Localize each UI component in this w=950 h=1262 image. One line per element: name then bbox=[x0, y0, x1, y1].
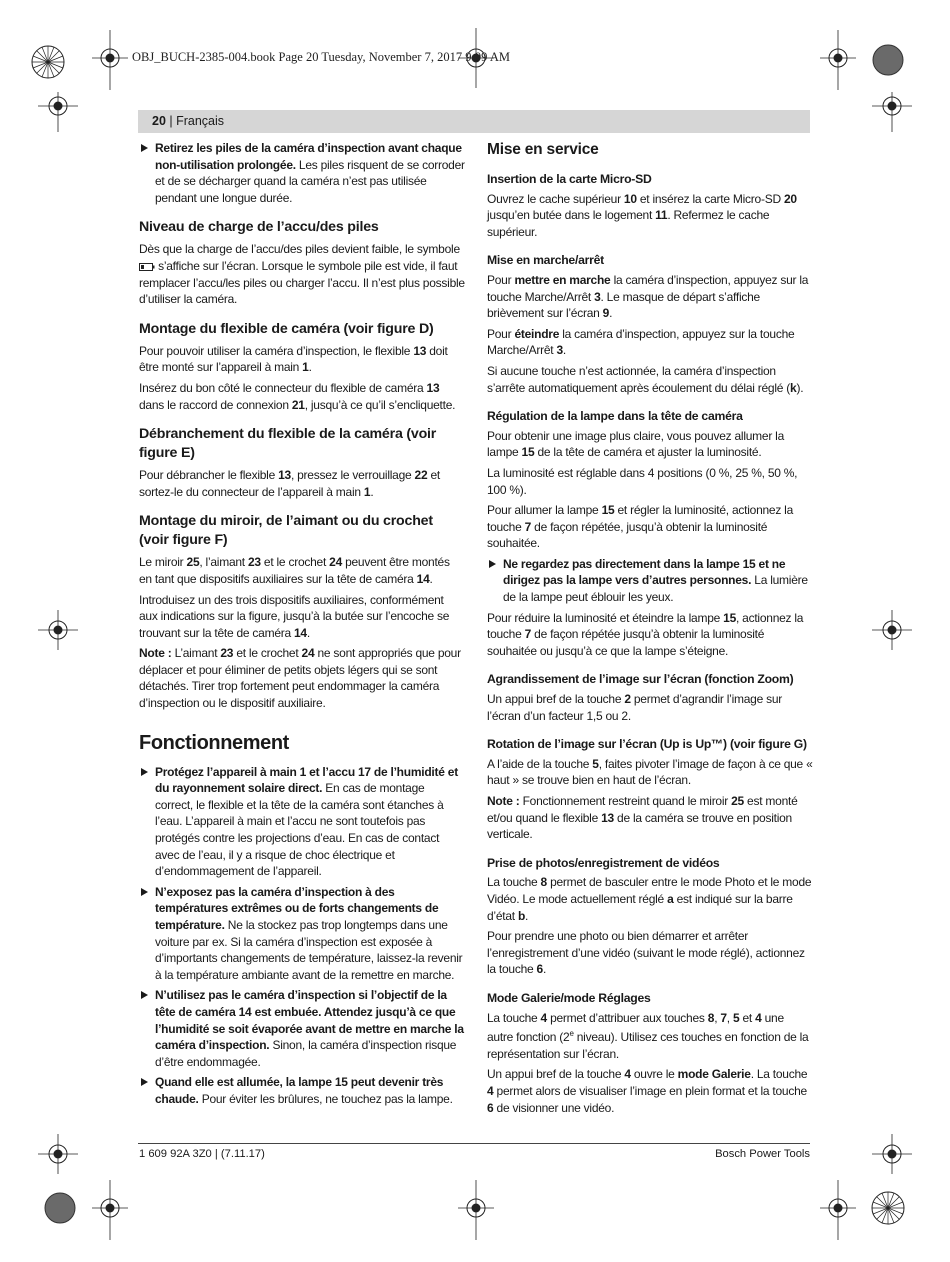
gray-dot-top-right bbox=[870, 42, 906, 78]
paragraph-gallery-1: La touche 4 permet d’attribuer aux touches 8, 7, 5 et 4 une autre fonction (2e niveau). Utilisez ces touches en fonction de la représentation sur l’écran. bbox=[487, 1010, 809, 1061]
paragraph-mount-mirror-1: Le miroir 25, l’aimant 23 et le crochet 24 peuvent être montés en tant que dispositifs auxiliaires sur la tête de caméra 14. bbox=[139, 555, 450, 586]
paragraph-lamp-3: Pour allumer la lampe 15 et régler la luminosité, actionnez la touche 7 de façon répétée, jusqu’à obtenir la luminosité souhaitée. bbox=[487, 503, 794, 551]
paragraph-mount-flexible-2: Insérez du bon côté le connecteur du flexible de caméra 13 dans le raccord de connexion 21, jusqu’à ce qu’il s’encliquette. bbox=[139, 380, 456, 412]
safety-bullet-batteries: Retirez les piles de la caméra d’inspection avant chaque non-utilisation prolongée. Les piles risquent de se corroder et de se décharger quand la caméra n’est pas utilisée pendant une longue durée. bbox=[139, 140, 465, 206]
registration-mark-left-upper bbox=[38, 92, 78, 132]
paragraph-rotation-note: Note : Fonctionnement restreint quand le miroir 25 est monté et/ou quand le flexible 13 de la caméra se trouve en position verticale. bbox=[487, 794, 798, 842]
paragraph-auto-off: Si aucune touche n’est actionnée, la caméra d’inspection s’arrête automatiquement après écoulement du délai réglé (k). bbox=[487, 363, 804, 395]
registration-mark-bottom-left-cross bbox=[90, 1180, 130, 1240]
paragraph-lamp-2: La luminosité est réglable dans 4 positions (0 %, 25 %, 50 %, 100 %). bbox=[487, 465, 798, 497]
registration-mark-bottom-right-cross bbox=[818, 1180, 858, 1240]
paragraph-switch-off: Pour éteindre la caméra d’inspection, appuyez sur la touche Marche/Arrêt 3. bbox=[487, 326, 795, 358]
paragraph-switch-on: Pour mettre en marche la caméra d’inspection, appuyez sur la touche Marche/Arrêt 3. Le masque de départ s’affiche brièvement sur l’écran 9. bbox=[487, 272, 809, 321]
footer-rule bbox=[138, 1143, 810, 1144]
paragraph-rotation-1: A l’aide de la touche 5, faites pivoter l’image de façon à ce que « haut » se trouve bien en haut de l’écran. bbox=[487, 756, 813, 788]
battery-icon bbox=[139, 263, 155, 271]
registration-mark-left-lower bbox=[38, 1134, 78, 1174]
paragraph-insert-sd: Ouvrez le cache supérieur 10 et insérez la carte Micro-SD 20 jusqu’en butée dans le logement 11. Refermez le cache supérieur. bbox=[487, 191, 797, 239]
registration-mark-top-right-cross bbox=[818, 30, 858, 90]
page-header-separator: | bbox=[165, 114, 177, 128]
registration-mark-right-mid bbox=[872, 610, 912, 650]
heading-disconnect-flexible: Débranchement du flexible de la caméra (voir figure E) bbox=[139, 426, 437, 462]
safety-bullet-humidity: Protégez l’appareil à main 1 et l’accu 17 de l’humidité et du rayonnement solaire direct. En cas de montage correct, le flexible et la tête de la caméra sont étanches à l’eau. L’appareil à main et l’accu ne sont toutefois pas protégés contre les projections d’eau. En cas de contact avec de l’eau, il y a risque de choc électrique et d’endommagement de l’appareil. bbox=[139, 764, 465, 880]
heading-rotation: Rotation de l’image sur l’écran (Up is Up™) (voir figure G) bbox=[487, 737, 807, 752]
heading-mount-flexible: Montage du flexible de caméra (voir figure D) bbox=[139, 320, 434, 337]
gray-dot-bottom-left bbox=[42, 1190, 78, 1226]
bullet-arrow-icon bbox=[141, 888, 148, 896]
registration-mark-bottom-right bbox=[856, 1176, 920, 1240]
safety-bullet-lamp-glare: Ne regardez pas directement dans la lampe 15 et ne dirigez pas la lampe vers d’autres personnes. La lumière de la lampe peut éblouir les yeux. bbox=[487, 556, 813, 606]
page-language: Français bbox=[176, 114, 225, 128]
paragraph-mount-mirror-2: Introduisez un des trois dispositifs auxiliaires, conformément aux indications sur la figure, jusqu’à la butée sur l’encoche se trouvant sur la tête de caméra 14. bbox=[139, 592, 450, 640]
registration-mark-right-lower bbox=[872, 1134, 912, 1174]
footer-document-code: 1 609 92A 3Z0 | (7.11.17) bbox=[139, 1148, 265, 1160]
page-header-band bbox=[138, 110, 810, 133]
bullet-arrow-icon bbox=[141, 991, 148, 999]
registration-mark-left-mid bbox=[38, 610, 78, 650]
paragraph-mount-flexible-1: Pour pouvoir utiliser la caméra d’inspection, le flexible 13 doit être monté sur l’appareil à main 1. bbox=[139, 343, 448, 375]
paragraph-lamp-4: Pour réduire la luminosité et éteindre la lampe 15, actionnez la touche 7 de façon répétée jusqu’à obtenir la luminosité souhaitée ou jusqu’à ce que la lampe s’éteigne. bbox=[487, 610, 804, 658]
safety-bullet-temperature: N’exposez pas la caméra d’inspection à des températures extrêmes ou de forts changements de température. Ne la stockez pas trop longtemps dans une voiture par ex. Si la caméra d’inspection est exposée à d’importants changements de température, laissez-la revenir à la température ambiante avant de la remettre en marche. bbox=[139, 884, 465, 984]
left-column bbox=[139, 140, 465, 1112]
paragraph-gallery-2: Un appui bref de la touche 4 ouvre le mode Galerie. La touche 4 permet alors de visualiser l’image en plein format et la touche 6 de visionner une vidéo. bbox=[487, 1067, 808, 1115]
paragraph-photo-2: Pour prendre une photo ou bien démarrer et arrêter l’enregistrement d’une vidéo (suivant le mode réglé), actionnez la touche 6. bbox=[487, 929, 805, 977]
bullet-arrow-icon bbox=[141, 1078, 148, 1086]
registration-mark-top-center bbox=[90, 30, 130, 90]
registration-mark-top-left bbox=[16, 30, 80, 94]
heading-lamp: Régulation de la lampe dans la tête de caméra bbox=[487, 409, 743, 424]
paragraph-battery-level: Dès que la charge de l’accu/des piles devient faible, le symbole s’affiche sur l’écran. Lorsque le symbole pile est vide, il faut remplacer l’accu/les piles ou charger l’accu. Il n’est plus possible d’utiliser la caméra. bbox=[139, 242, 465, 307]
heading-insert-sd: Insertion de la carte Micro-SD bbox=[487, 172, 652, 186]
paragraph-note-magnet: Note : L’aimant 23 et le crochet 24 ne sont appropriés que pour déplacer et pour éliminer de petits objets légers qui se sont détachés. Tirer trop fortement peut endommager la caméra d’inspection ou le dispositif auxiliaire. bbox=[139, 646, 461, 711]
bullet-arrow-icon bbox=[489, 560, 496, 568]
heading-zoom: Agrandissement de l’image sur l’écran (fonction Zoom) bbox=[487, 672, 794, 687]
paragraph-lamp-1: Pour obtenir une image plus claire, vous pouvez allumer la lampe 15 de la tête de caméra et ajuster la luminosité. bbox=[487, 428, 785, 460]
footer-publisher: Bosch Power Tools bbox=[715, 1148, 810, 1160]
safety-bullet-hot-lamp: Quand elle est allumée, la lampe 15 peut devenir très chaude. Pour éviter les brûlures, ne touchez pas la lampe. bbox=[139, 1074, 465, 1107]
heading-commissioning: Mise en service bbox=[487, 141, 599, 158]
right-column bbox=[487, 140, 813, 1120]
bullet-arrow-icon bbox=[141, 768, 148, 776]
registration-mark-right-upper bbox=[872, 92, 912, 132]
heading-on-off: Mise en marche/arrêt bbox=[487, 253, 604, 268]
heading-battery-level: Niveau de charge de l’accu/des piles bbox=[139, 219, 379, 236]
paragraph-disconnect-flexible: Pour débrancher le flexible 13, pressez le verrouillage 22 et sortez-le du connecteur de l’appareil à main 1. bbox=[139, 468, 440, 499]
registration-mark-bottom-mid bbox=[456, 1180, 496, 1240]
safety-bullet-fogged-lens: N’utilisez pas le caméra d’inspection si l’objectif de la tête de caméra 14 est embuée. Attendez jusqu’à ce que l’humidité se soit évaporée avant de mettre en marche la caméra d’inspection. Sinon, la caméra d’inspection risque d’être endommagée. bbox=[139, 987, 465, 1070]
book-header-line: OBJ_BUCH-2385-004.book Page 20 Tuesday, November 7, 2017 9:09 AM bbox=[132, 50, 511, 64]
bullet-arrow-icon bbox=[141, 144, 148, 152]
page-number: 20 bbox=[152, 114, 166, 128]
heading-gallery: Mode Galerie/mode Réglages bbox=[487, 990, 651, 1005]
heading-mount-mirror: Montage du miroir, de l’aimant ou du crochet (voir figure F) bbox=[139, 513, 433, 549]
paragraph-zoom: Un appui bref de la touche 2 permet d’agrandir l’image sur l’écran d’un facteur 1,5 ou 2. bbox=[487, 692, 783, 723]
heading-photo-video: Prise de photos/enregistrement de vidéos bbox=[487, 855, 720, 870]
paragraph-photo-1: La touche 8 permet de basculer entre le mode Photo et le mode Vidéo. Le mode actuellement réglé a est indiqué sur la barre d’état b. bbox=[487, 875, 812, 923]
heading-operation: Fonctionnement bbox=[139, 731, 289, 754]
